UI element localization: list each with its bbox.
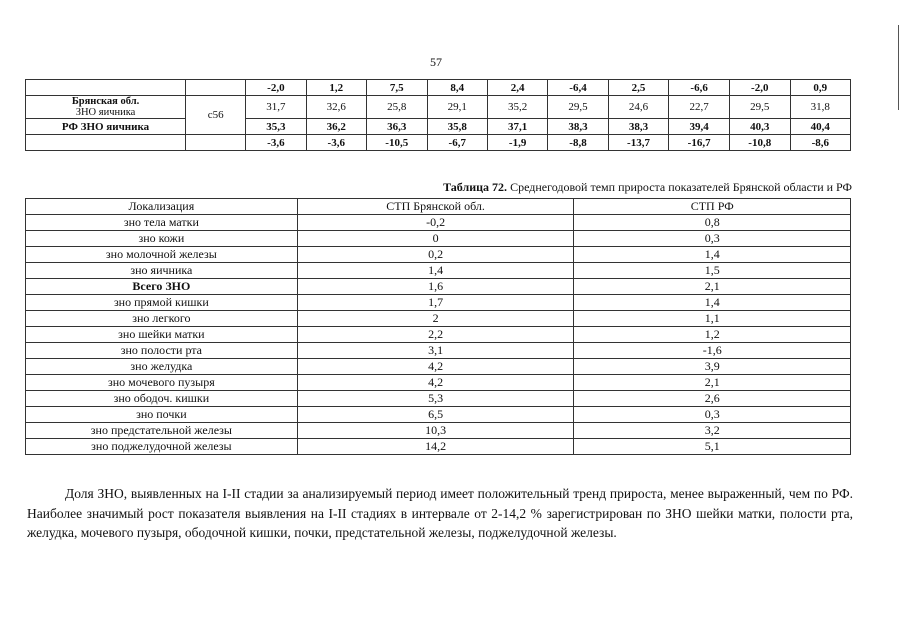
value-cell: 36,2 bbox=[306, 119, 366, 135]
empty-cell bbox=[186, 135, 246, 151]
table-row bbox=[26, 263, 851, 279]
diff-cell: -6,6 bbox=[669, 80, 730, 96]
value-cell: 37,1 bbox=[487, 119, 547, 135]
rf-value-cell: 2,1 bbox=[574, 279, 851, 295]
bryansk-value-cell: 1,6 bbox=[297, 279, 574, 295]
header-rf: СТП РФ bbox=[574, 199, 851, 215]
value-cell: 40,3 bbox=[729, 119, 790, 135]
bryansk-value-cell: 0 bbox=[297, 231, 574, 247]
bryansk-value-cell: 4,2 bbox=[297, 359, 574, 375]
value-cell: 31,8 bbox=[790, 96, 850, 119]
empty-cell bbox=[186, 80, 246, 96]
value-cell: 36,3 bbox=[366, 119, 427, 135]
rf-value-cell: 5,1 bbox=[574, 439, 851, 455]
diff-cell: -13,7 bbox=[608, 135, 669, 151]
diff-cell: 2,4 bbox=[487, 80, 547, 96]
value-cell: 29,5 bbox=[548, 96, 608, 119]
bryansk-value-cell: 10,3 bbox=[297, 423, 574, 439]
body-paragraph: Доля ЗНО, выявленных на I-II стадии за анализируемый период имеет положительный тренд прироста, менее выраженный, чем по РФ. Наиболее значимый рост показателя выявления на I-II стадиях в интервале от 2-14,2 % зарегистрирован по ЗНО шейки матки, полости рта, желудка, мочевого пузыря, ободочной кишки, почки, предстательной железы, поджелудочной железы. bbox=[27, 486, 853, 540]
value-cell: 35,8 bbox=[427, 119, 487, 135]
rf-value-cell: 0,3 bbox=[574, 231, 851, 247]
bryansk-value-cell: 1,7 bbox=[297, 295, 574, 311]
rf-value-cell: 0,8 bbox=[574, 215, 851, 231]
rf-value-cell: 1,5 bbox=[574, 263, 851, 279]
diff-cell: -3,6 bbox=[306, 135, 366, 151]
value-cell: 24,6 bbox=[608, 96, 669, 119]
rf-label: РФ ЗНО яичника bbox=[26, 119, 186, 135]
table-caption bbox=[443, 180, 852, 195]
diff-cell: -1,9 bbox=[487, 135, 547, 151]
diff-cell: 0,9 bbox=[790, 80, 850, 96]
bryansk-label-line1: Брянская обл. bbox=[71, 96, 140, 107]
value-cell: 22,7 bbox=[669, 96, 730, 119]
localization-cell: зно желудка bbox=[26, 359, 298, 375]
table-row bbox=[26, 311, 851, 327]
localization-cell: зно поджелудочной железы bbox=[26, 439, 298, 455]
difference-row-1 bbox=[26, 80, 851, 96]
diff-cell: -6,4 bbox=[548, 80, 608, 96]
localization-cell: Всего ЗНО bbox=[26, 279, 298, 295]
value-cell: 32,6 bbox=[306, 96, 366, 119]
bryansk-value-cell: 6,5 bbox=[297, 407, 574, 423]
bryansk-value-cell: 5,3 bbox=[297, 391, 574, 407]
localization-cell: зно полости рта bbox=[26, 343, 298, 359]
localization-cell: зно прямой кишки bbox=[26, 295, 298, 311]
rf-value-cell: 2,6 bbox=[574, 391, 851, 407]
diff-cell: 1,2 bbox=[306, 80, 366, 96]
table-row bbox=[26, 247, 851, 263]
header-bryansk: СТП Брянской обл. bbox=[297, 199, 574, 215]
table-row bbox=[26, 439, 851, 455]
table-row bbox=[26, 343, 851, 359]
table-row bbox=[26, 215, 851, 231]
bryansk-value-cell: 4,2 bbox=[297, 375, 574, 391]
diff-cell: -8,8 bbox=[548, 135, 608, 151]
bryansk-value-cell: 3,1 bbox=[297, 343, 574, 359]
diff-cell: -8,6 bbox=[790, 135, 850, 151]
diff-cell: -6,7 bbox=[427, 135, 487, 151]
rf-value-cell: 1,4 bbox=[574, 295, 851, 311]
value-cell: 38,3 bbox=[608, 119, 669, 135]
rf-value-cell: -1,6 bbox=[574, 343, 851, 359]
table-row bbox=[26, 423, 851, 439]
bryansk-label bbox=[26, 96, 186, 119]
rf-value-cell: 1,1 bbox=[574, 311, 851, 327]
value-cell: 39,4 bbox=[669, 119, 730, 135]
table-row bbox=[26, 231, 851, 247]
bryansk-value-cell: 2 bbox=[297, 311, 574, 327]
growth-rate-table-body bbox=[26, 215, 851, 455]
bryansk-value-cell: 14,2 bbox=[297, 439, 574, 455]
table-caption-label: Таблица 72. bbox=[443, 180, 508, 194]
table-caption-text: Среднегодовой темп прироста показателей Брянской области и РФ bbox=[507, 180, 852, 194]
localization-cell: зно шейки матки bbox=[26, 327, 298, 343]
empty-cell bbox=[26, 80, 186, 96]
value-cell: 29,1 bbox=[427, 96, 487, 119]
bryansk-value-cell: 0,2 bbox=[297, 247, 574, 263]
localization-cell: зно легкого bbox=[26, 311, 298, 327]
value-cell: 38,3 bbox=[548, 119, 608, 135]
value-cell: 31,7 bbox=[246, 96, 306, 119]
diff-cell: -2,0 bbox=[246, 80, 306, 96]
rf-value-cell: 1,4 bbox=[574, 247, 851, 263]
localization-cell: зно почки bbox=[26, 407, 298, 423]
diff-cell: 7,5 bbox=[366, 80, 427, 96]
table-row bbox=[26, 279, 851, 295]
table-row bbox=[26, 295, 851, 311]
growth-rate-table bbox=[25, 198, 851, 455]
localization-cell: зно тела матки bbox=[26, 215, 298, 231]
bryansk-value-cell: 1,4 bbox=[297, 263, 574, 279]
value-cell: 35,2 bbox=[487, 96, 547, 119]
table-row bbox=[26, 327, 851, 343]
bryansk-label-line2: ЗНО яичника bbox=[75, 107, 136, 118]
localization-cell: зно молочной железы bbox=[26, 247, 298, 263]
diff-cell: -10,5 bbox=[366, 135, 427, 151]
page-number: 57 bbox=[430, 55, 442, 69]
difference-row-2 bbox=[26, 135, 851, 151]
rf-value-cell: 3,2 bbox=[574, 423, 851, 439]
diff-cell: -3,6 bbox=[246, 135, 306, 151]
localization-cell: зно кожи bbox=[26, 231, 298, 247]
header-localization: Локализация bbox=[26, 199, 298, 215]
localization-cell: зно мочевого пузыря bbox=[26, 375, 298, 391]
localization-cell: зно ободоч. кишки bbox=[26, 391, 298, 407]
header-row bbox=[26, 199, 851, 215]
localization-cell: зно яичника bbox=[26, 263, 298, 279]
localization-cell: зно предстательной железы bbox=[26, 423, 298, 439]
bryansk-row bbox=[26, 96, 851, 119]
page-edge-line bbox=[898, 25, 899, 110]
rf-row bbox=[26, 119, 851, 135]
rf-value-cell: 1,2 bbox=[574, 327, 851, 343]
diff-cell: 8,4 bbox=[427, 80, 487, 96]
diff-cell: -10,8 bbox=[729, 135, 790, 151]
rf-value-cell: 3,9 bbox=[574, 359, 851, 375]
rf-value-cell: 0,3 bbox=[574, 407, 851, 423]
table-row bbox=[26, 391, 851, 407]
table-row bbox=[26, 375, 851, 391]
bryansk-value-cell: 2,2 bbox=[297, 327, 574, 343]
icd-code: c56 bbox=[186, 96, 246, 135]
ovarian-cancer-table bbox=[25, 79, 851, 151]
value-cell: 29,5 bbox=[729, 96, 790, 119]
table-row bbox=[26, 359, 851, 375]
bryansk-value-cell: -0,2 bbox=[297, 215, 574, 231]
empty-cell bbox=[26, 135, 186, 151]
diff-cell: -16,7 bbox=[669, 135, 730, 151]
value-cell: 25,8 bbox=[366, 96, 427, 119]
value-cell: 40,4 bbox=[790, 119, 850, 135]
value-cell: 35,3 bbox=[246, 119, 306, 135]
table-row bbox=[26, 407, 851, 423]
diff-cell: 2,5 bbox=[608, 80, 669, 96]
rf-value-cell: 2,1 bbox=[574, 375, 851, 391]
diff-cell: -2,0 bbox=[729, 80, 790, 96]
